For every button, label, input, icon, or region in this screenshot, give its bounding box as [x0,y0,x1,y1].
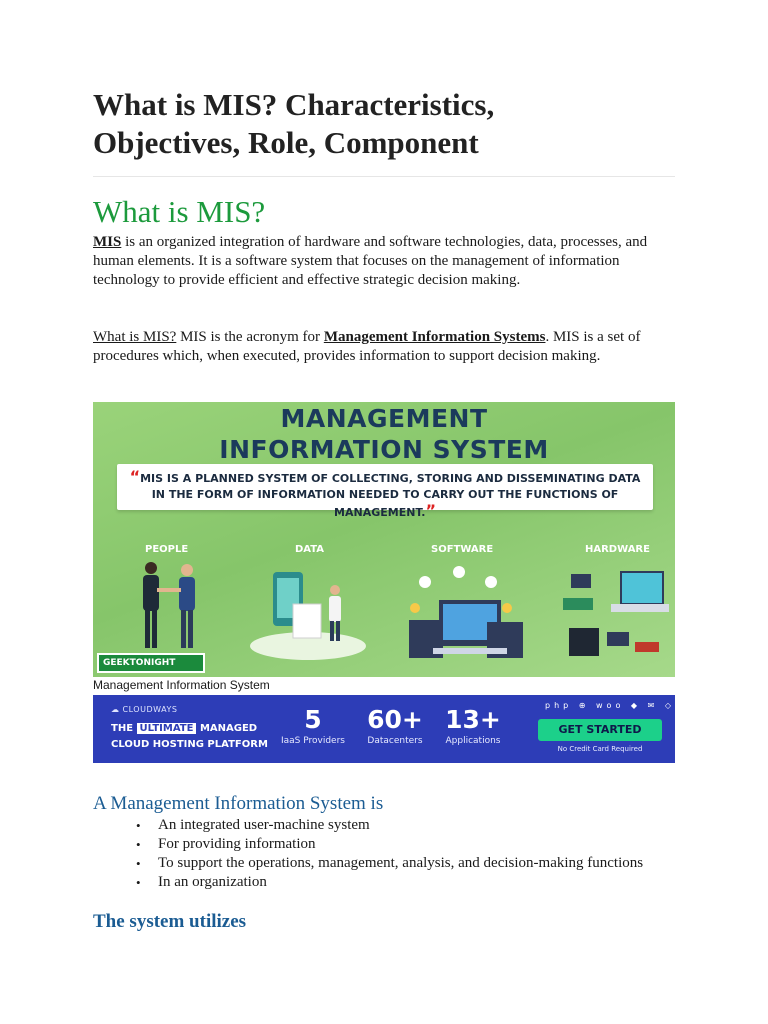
acronym-text-a: MIS is the acronym for [176,329,324,345]
page-title [93,86,675,162]
label-people: PEOPLE [145,544,189,555]
ad-headline-pre: THE [111,723,137,734]
infographic-quote-text: MIS IS A PLANNED SYSTEM OF COLLECTING, STORING AND DISSEMINATING DATA IN THE FORM OF INFORMATION NEEDED TO CARRY OUT THE FUNCTIONS OF MANAGEMENT. [140,472,641,519]
ad-stat-label: Applications [445,736,501,746]
mis-full-form-link[interactable]: Management Information Systems [323,329,546,345]
ad-stat-num: 13+ [445,705,501,734]
ad-highlight: ULTIMATE [137,723,197,734]
ad-stat-datacenters [355,705,435,747]
ad-headline-line1 [111,723,257,734]
ad-stat-num: 60+ [367,705,423,734]
section-heading-what-is-mis: What is MIS? [93,194,266,229]
intro-text: is an organized integration of hardware and software technologies, data, processes, and human elements. It is a software system that focuses on the management of information technology to provide efficient and effective strategic decision making. [93,234,648,288]
acronym-text-b: . MIS is a set of procedures which, when executed, provides information to support decision making. [93,329,641,364]
mis-term-link[interactable]: MIS [93,234,122,250]
section-heading-system-utilizes: The system utilizes [93,911,247,932]
infographic-caption: Management Information System [93,678,270,692]
data-illustration-icon [243,564,373,664]
page-title-line1: What is MIS? Characteristics, [93,87,495,122]
ad-brand-text: CLOUDWAYS [122,705,178,714]
title-divider [93,176,675,177]
list-item: • To support the operations, management, analysis, and decision-making functions [158,854,668,873]
ad-note: No Credit Card Required [557,745,643,753]
software-illustration-icon [403,564,533,664]
ad-platform-icons: php ⊕ woo ◆ ✉ ◇ [545,701,675,710]
ad-stat-providers [273,705,353,747]
hardware-illustration-icon [563,570,673,666]
infographic-quote [117,464,653,520]
get-started-button[interactable]: GET STARTED [538,719,662,741]
section-heading-mis-is: A Management Information System is [93,793,384,814]
intro-paragraph [93,233,675,290]
open-quote-icon: “ [129,467,141,486]
ad-headline-post: MANAGED [196,723,258,734]
ad-stat-applications [433,705,513,747]
people-illustration-icon [129,560,219,656]
ad-brand: ☁ CLOUDWAYS [111,705,178,714]
list-item: • For providing information [158,835,668,854]
ad-headline-line2: CLOUD HOSTING PLATFORM [111,739,268,750]
mis-definition-list [158,816,668,892]
cloudways-ad-banner[interactable] [93,695,675,763]
label-software: SOFTWARE [431,544,494,555]
acronym-paragraph [93,328,675,366]
ad-stat-label: Datacenters [367,736,423,746]
infographic-title-line2: INFORMATION SYSTEM [219,435,549,464]
ad-stat-label: IaaS Providers [280,736,345,746]
list-item: • In an organization [158,873,668,892]
what-is-mis-link[interactable]: What is MIS? [93,329,177,345]
label-hardware: HARDWARE [585,544,650,555]
geektonight-logo: GEEKTONIGHT [97,653,205,673]
list-item: • An integrated user-machine system [158,816,668,835]
label-data: DATA [295,544,325,555]
close-quote-icon: ” [425,501,436,520]
page-title-line2: Objectives, Role, Component [93,125,479,160]
infographic-title-line1: MANAGEMENT [280,404,488,433]
ad-stat-num: 5 [304,705,322,734]
mis-infographic [93,402,675,677]
